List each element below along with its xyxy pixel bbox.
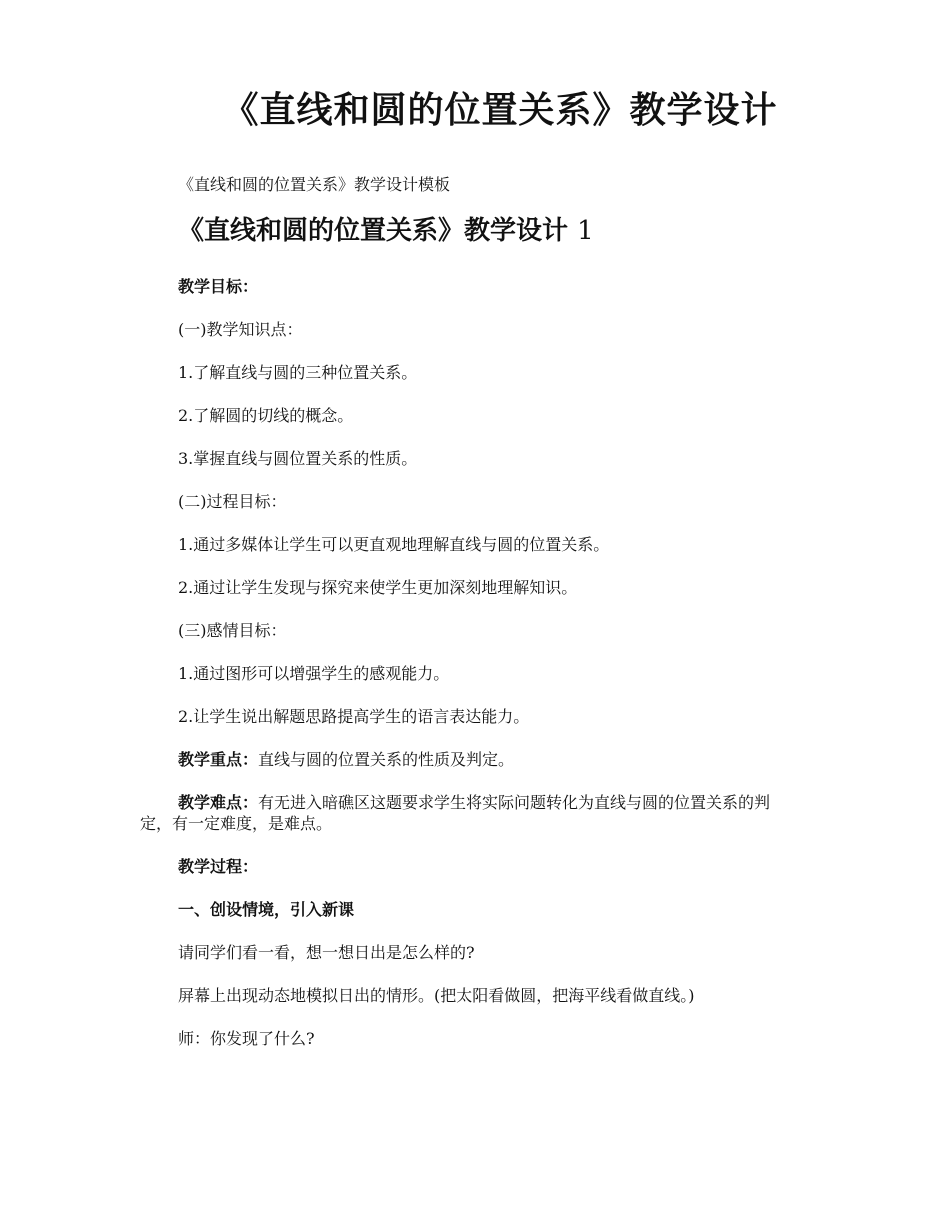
- section-heading-number: 1: [577, 216, 594, 246]
- paragraph-label: 教学目标：: [178, 277, 259, 296]
- document-subtitle: 《直线和圆的位置关系》教学设计模板: [178, 175, 451, 194]
- paragraph-label: 教学过程：: [178, 857, 259, 876]
- paragraph: [140, 319, 800, 340]
- paragraph-text: 1.通过图形可以增强学生的感观能力。: [178, 664, 450, 683]
- paragraph: [140, 534, 800, 555]
- paragraph: [140, 792, 800, 834]
- paragraph-text: (二)过程目标：: [178, 492, 287, 511]
- paragraph-text: 师：你发现了什么?: [178, 1029, 315, 1048]
- paragraph-text: (一)教学知识点：: [178, 320, 303, 339]
- paragraph-label: 教学难点：: [178, 793, 259, 812]
- paragraph-text: 2.让学生说出解题思路提高学生的语言表达能力。: [178, 707, 530, 726]
- paragraph: [140, 491, 800, 512]
- paragraph-text: 2.通过让学生发现与探究来使学生更加深刻地理解知识。: [178, 578, 578, 597]
- document-body: [140, 276, 800, 1071]
- paragraph-text: 3.掌握直线与圆位置关系的性质。: [178, 449, 418, 468]
- paragraph: [140, 577, 800, 598]
- paragraph: [140, 620, 800, 641]
- paragraph-text: 直线与圆的位置关系的性质及判定。: [258, 750, 515, 769]
- paragraph-text: 屏幕上出现动态地模拟日出的情形。(把太阳看做圆，把海平线看做直线。): [178, 986, 695, 1005]
- paragraph: [140, 985, 800, 1006]
- paragraph: [140, 276, 800, 297]
- paragraph: [140, 942, 800, 963]
- document-title: 《直线和圆的位置关系》教学设计: [222, 89, 778, 131]
- paragraph: [140, 899, 800, 920]
- paragraph: [140, 362, 800, 383]
- section-heading-text: 《直线和圆的位置关系》教学设计: [178, 216, 569, 246]
- paragraph: [140, 405, 800, 426]
- paragraph: [140, 1028, 800, 1049]
- paragraph: [140, 663, 800, 684]
- paragraph-text: 有无进入暗礁区这题要求学生将实际问题转化为直线与圆的位置关系的判定，有一定难度，是难点。: [140, 793, 771, 833]
- paragraph-label: 教学重点：: [178, 750, 259, 769]
- paragraph-text: 2.了解圆的切线的概念。: [178, 406, 354, 425]
- section-heading: [178, 210, 594, 247]
- paragraph-text: 请同学们看一看，想一想日出是怎么样的?: [178, 943, 475, 962]
- paragraph-text: 1.通过多媒体让学生可以更直观地理解直线与圆的位置关系。: [178, 535, 610, 554]
- paragraph-text: 1.了解直线与圆的三种位置关系。: [178, 363, 418, 382]
- paragraph: [140, 856, 800, 877]
- paragraph: [140, 749, 800, 770]
- paragraph-text: (三)感情目标：: [178, 621, 287, 640]
- paragraph: [140, 448, 800, 469]
- paragraph: [140, 706, 800, 727]
- paragraph-label: 一、创设情境，引入新课: [178, 900, 355, 919]
